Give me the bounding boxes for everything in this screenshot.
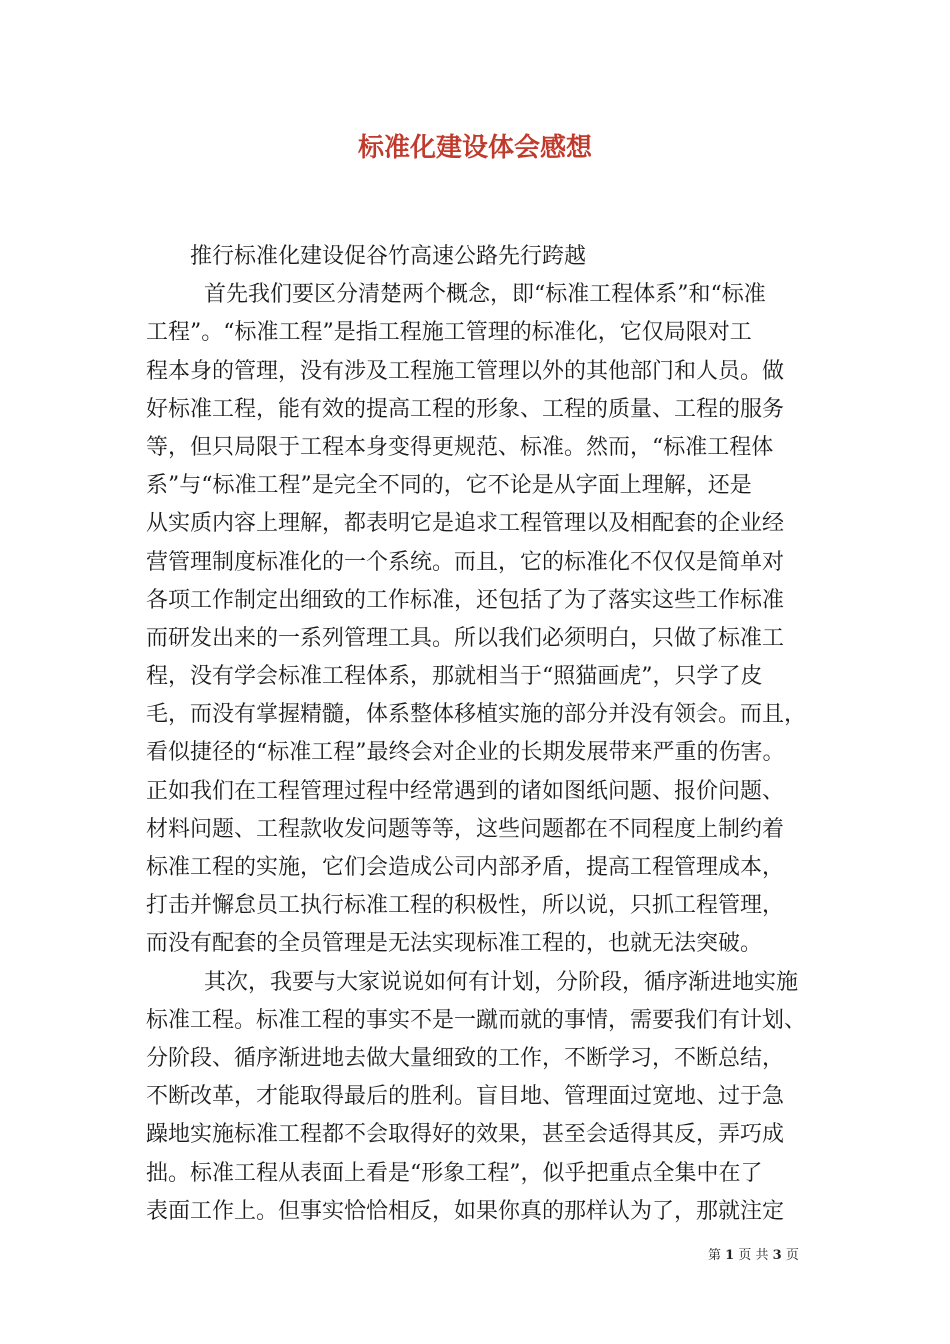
- current-page-number: 1: [725, 1248, 735, 1263]
- paragraph-line: 躁地实施标准工程都不会取得好的效果，甚至会适得其反，弄巧成: [146, 1122, 785, 1148]
- document-subtitle: 推行标准化建设促谷竹高速公路先行跨越: [190, 244, 587, 269]
- footer-suffix: 页: [785, 1248, 799, 1263]
- paragraph-line: 程，没有学会标准工程体系，那就相当于“照猫画虎”，只学了皮: [146, 664, 763, 690]
- footer-prefix: 第: [708, 1248, 722, 1263]
- paragraph-line: 各项工作制定出细致的工作标准，还包括了为了落实这些工作标准: [146, 587, 785, 613]
- paragraph-line: 打击并懈怠员工执行标准工程的积极性，所以说，只抓工程管理，: [146, 893, 785, 919]
- paragraph-line: 程本身的管理，没有涉及工程施工管理以外的其他部门和人员。做: [146, 358, 785, 384]
- paragraph-line: 看似捷径的“标准工程”最终会对企业的长期发展带来严重的伤害。: [146, 740, 785, 766]
- page-footer: [708, 1247, 799, 1265]
- paragraph-line: 不断改革，才能取得最后的胜利。盲目地、管理面过宽地、过于急: [146, 1084, 785, 1110]
- footer-middle: 页 共: [738, 1248, 769, 1263]
- paragraph-line: 标准工程。标准工程的事实不是一蹴而就的事情，需要我们有计划、: [146, 1007, 807, 1033]
- total-pages-number: 3: [772, 1248, 782, 1263]
- paragraph-line: 首先我们要区分清楚两个概念，即“标准工程体系”和“标准: [204, 282, 766, 308]
- paragraph-line: 系”与“标准工程”是完全不同的，它不论是从字面上理解，还是: [146, 473, 752, 499]
- paragraph-line: 标准工程的实施，它们会造成公司内部矛盾，提高工程管理成本，: [146, 855, 785, 880]
- paragraph-line: 工程”。“标准工程”是指工程施工管理的标准化，它仅局限对工: [146, 320, 752, 346]
- paragraph-line: 拙。标准工程从表面上看是“形象工程”，似乎把重点全集中在了: [146, 1160, 763, 1186]
- paragraph-line: 分阶段、循序渐进地去做大量细致的工作，不断学习，不断总结，: [146, 1045, 785, 1071]
- paragraph-line: 从实质内容上理解，都表明它是追求工程管理以及相配套的企业经: [146, 511, 785, 537]
- paragraph-line: 好标准工程，能有效的提高工程的形象、工程的质量、工程的服务: [146, 396, 785, 422]
- paragraph-line: 而没有配套的全员管理是无法实现标准工程的，也就无法突破。: [146, 931, 763, 957]
- document-body: [146, 238, 816, 1231]
- paragraph-line: 其次，我要与大家说说如何有计划，分阶段，循序渐进地实施: [204, 969, 799, 995]
- document-title: 标准化建设体会感想: [357, 133, 592, 163]
- paragraph-line: 表面工作上。但事实恰恰相反，如果你真的那样认为了，那就注定: [146, 1198, 785, 1224]
- paragraph-line: 材料问题、工程款收发问题等等，这些问题都在不同程度上制约着: [146, 816, 785, 842]
- paragraph-line: 而研发出来的一系列管理工具。所以我们必须明白，只做了标准工: [146, 625, 785, 651]
- paragraph-line: 营管理制度标准化的一个系统。而且，它的标准化不仅仅是简单对: [146, 549, 785, 575]
- paragraph-line: 等，但只局限于工程本身变得更规范、标准。然而，“标准工程体: [146, 434, 774, 460]
- paragraph-line: 毛，而没有掌握精髓，体系整体移植实施的部分并没有领会。而且，: [146, 702, 807, 728]
- paragraph-line: 正如我们在工程管理过程中经常遇到的诸如图纸问题、报价问题、: [146, 778, 785, 804]
